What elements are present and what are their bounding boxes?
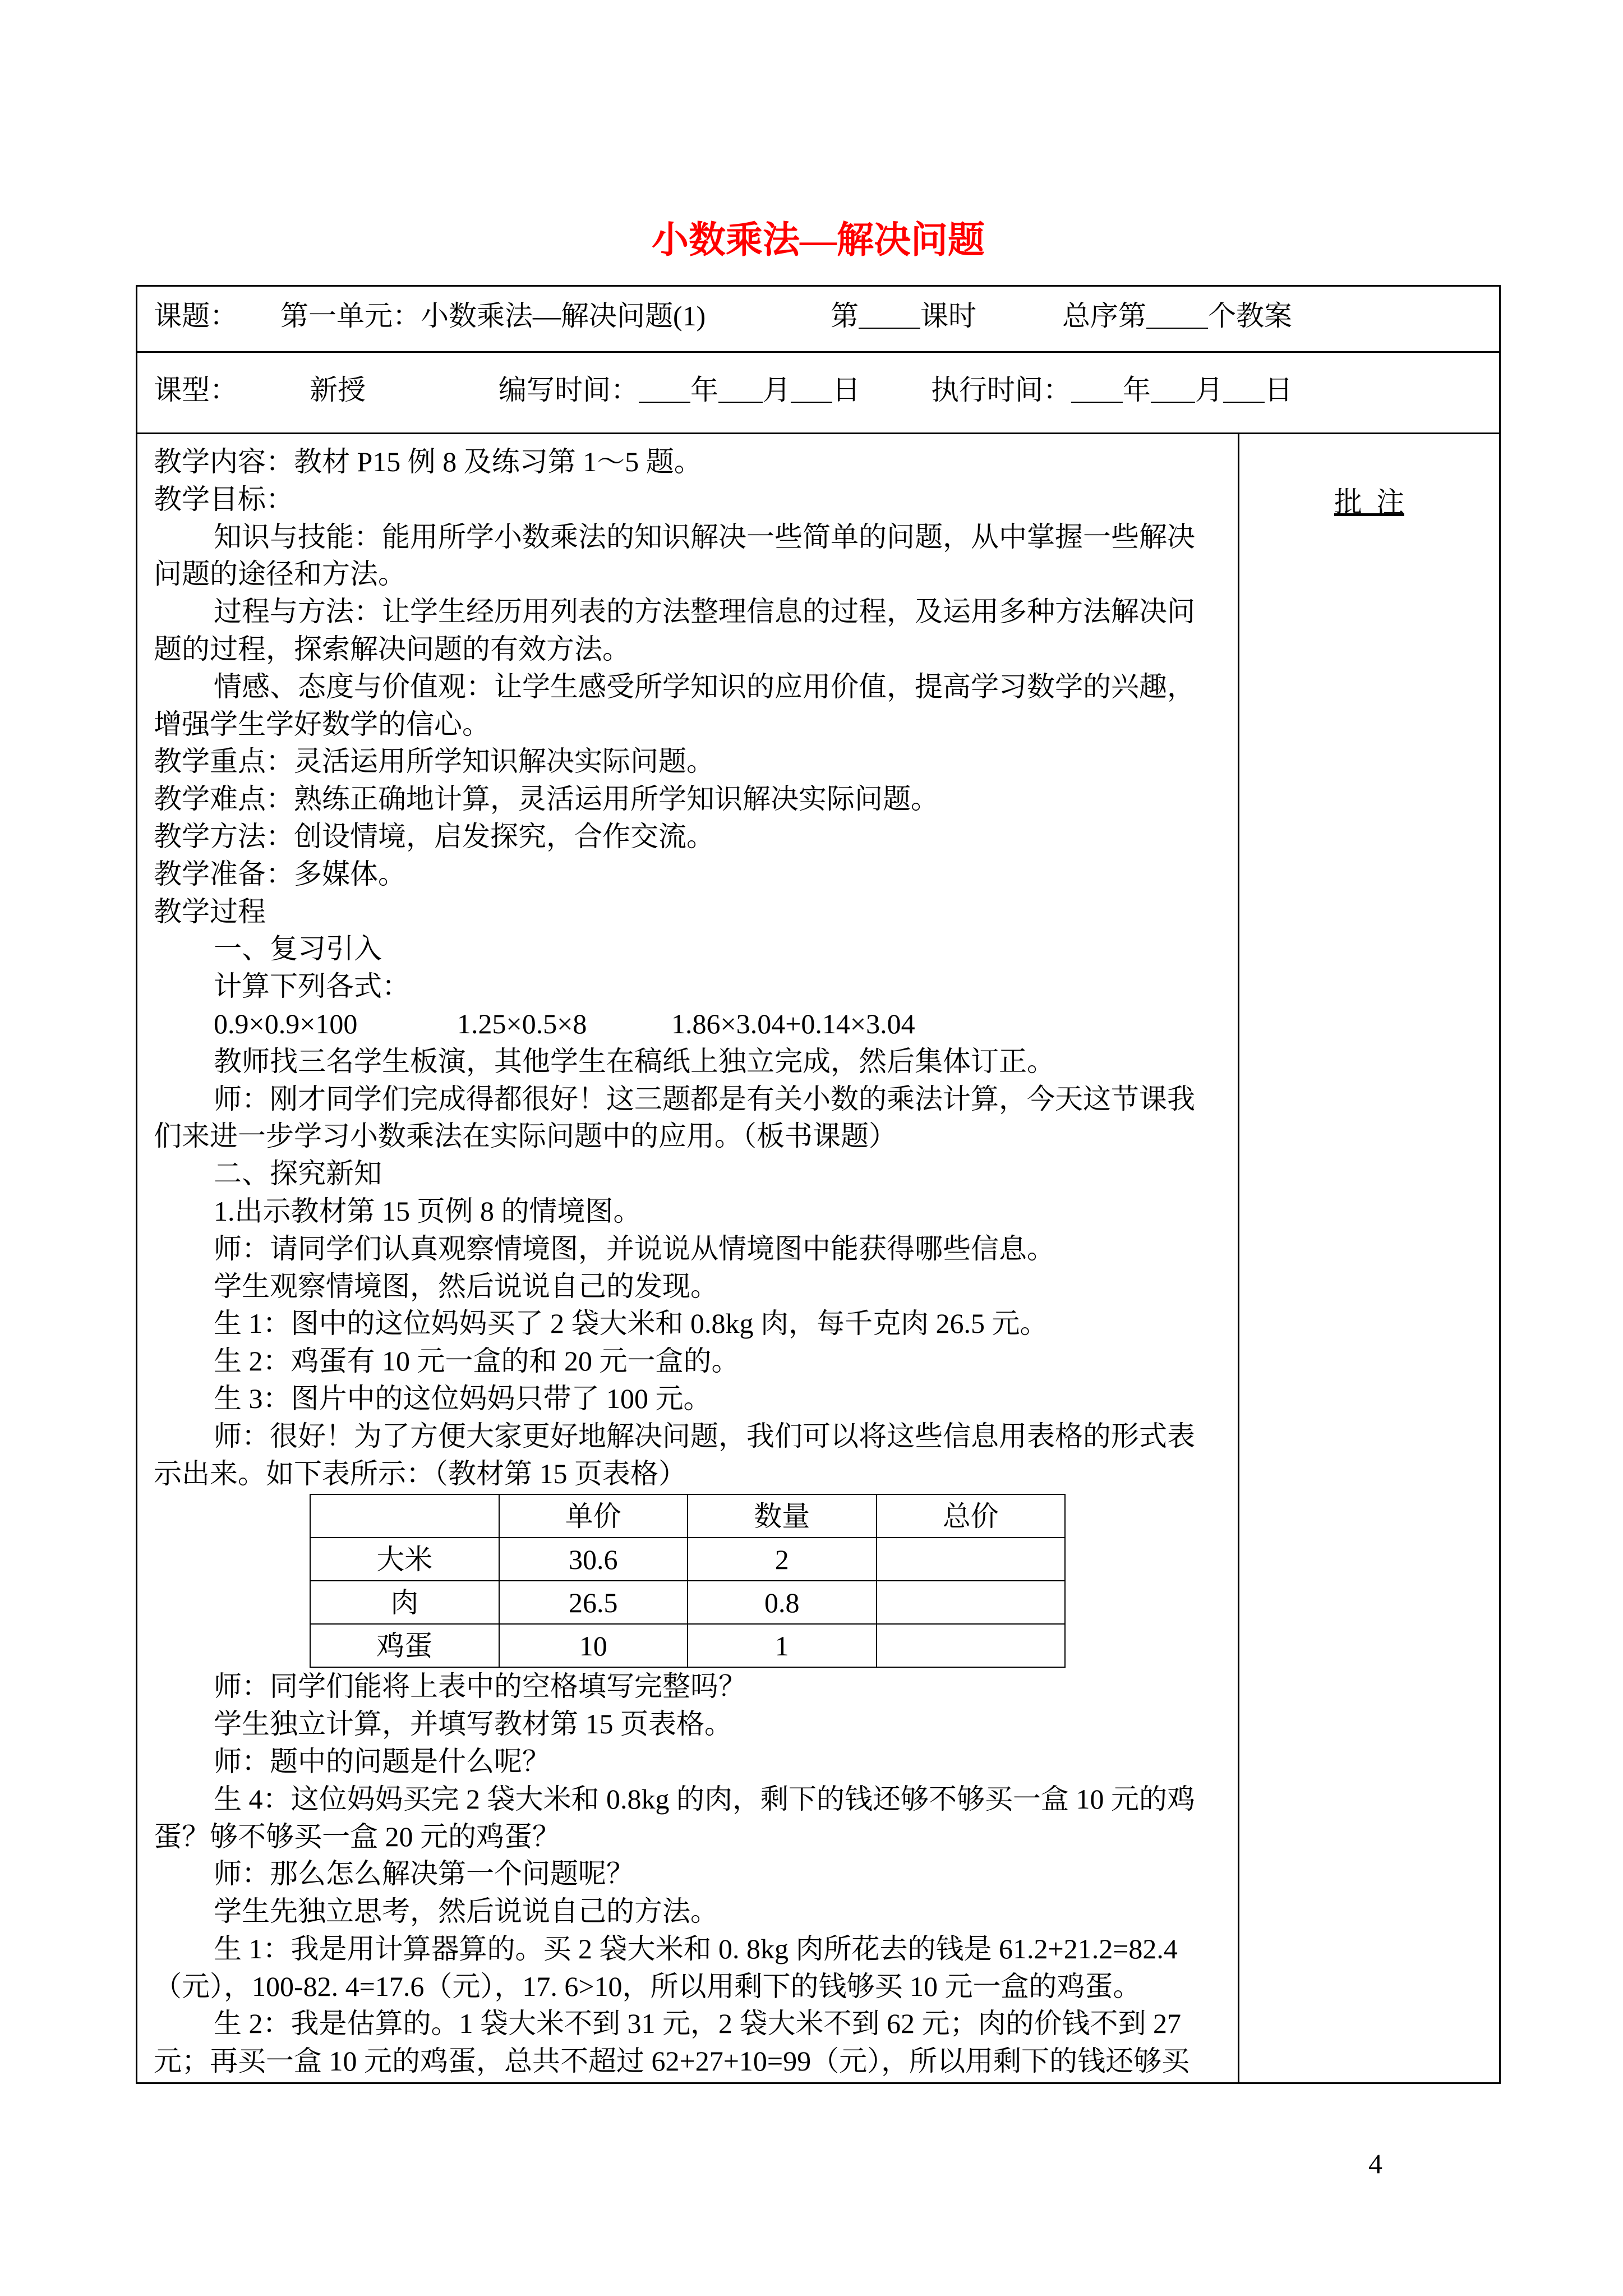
table-cell [877,1624,1066,1667]
written-date-label: 编写时间： [499,374,639,406]
content-line: 问题的途径和方法。 [154,558,406,590]
month-unit: 月 [763,374,791,406]
content-line: 过程与方法：让学生经历用列表的方法整理信息的过程，及运用多种方法解决问 [214,596,1195,628]
day-unit: 日 [832,374,860,406]
content-line: 教学过程 [154,895,266,927]
table-cell: 鸡蛋 [310,1624,499,1667]
annotation-label: 批 注 [1334,486,1404,518]
calc-expression: 1.86×3.04+0.14×3.04 [671,1007,915,1039]
content-line: （元），100-82. 4=17.6（元），17. 6>10，所以用剩下的钱够买 10 元一盒的鸡蛋。 [154,1970,1141,2002]
table-cell: 大米 [310,1538,499,1581]
content-line: 生 1：我是用计算器算的。买 2 袋大米和 0. 8kg 肉所花去的钱是 61.2+21.2=82.4 [214,1932,1178,1964]
content-line: 师：题中的问题是什么呢？ [214,1745,550,1777]
calc-expression: 0.9×0.9×100 [214,1007,358,1039]
content-line: 1.出示教材第 15 页例 8 的情境图。 [214,1195,642,1227]
price-table [310,1494,1066,1668]
content-line: 生 2：我是估算的。1 袋大米不到 31 元，2 袋大米不到 62 元；肉的价钱不到 27 [214,2008,1181,2040]
content-line: 学生先独立思考，然后说说自己的方法。 [214,1895,718,1927]
table-cell: 10 [499,1624,688,1667]
written-date-field [499,350,860,430]
content-line: 生 3：图片中的这位妈妈只带了 100 元。 [214,1382,712,1414]
executed-date-label: 执行时间： [931,374,1071,406]
content-line: 教师找三名学生板演，其他学生在稿纸上独立完成，然后集体订正。 [214,1045,1055,1077]
content-line: 教学内容：教材 P15 例 8 及练习第 1～5 题。 [154,446,702,477]
content-line: 情感、态度与价值观：让学生感受所学知识的应用价值，提高学习数学的兴趣， [214,670,1195,702]
content-line: 师：很好！为了方便大家更好地解决问题，我们可以将这些信息用表格的形式表 [214,1420,1195,1452]
calc-expression: 1.25×0.5×8 [457,1007,587,1039]
lesson-plan-table [136,285,1501,2084]
lesson-suffix: 课时 [920,300,976,332]
table-header-cell: 单价 [499,1494,688,1538]
content-line: 示出来。如下表所示：（教材第 15 页表格） [154,1457,686,1489]
executed-date-field [931,350,1293,430]
order-number-field [1062,284,1292,348]
table-cell: 0.8 [688,1581,877,1624]
content-line: 蛋？够不够买一盒 20 元的鸡蛋？ [154,1820,560,1852]
content-line: 题的过程，探索解决问题的有效方法。 [154,633,630,665]
type-value: 新授 [310,374,366,406]
content-line: 教学准备：多媒体。 [154,858,406,890]
day-blank [1223,380,1265,403]
day-unit: 日 [1265,374,1293,406]
content-line: 学生观察情境图，然后说说自己的发现。 [214,1270,718,1302]
table-cell: 1 [688,1624,877,1667]
content-line: 教学目标： [154,483,294,515]
content-line: 师：刚才同学们完成得都很好！这三题都是有关小数的乘法计算，今天这节课我 [214,1083,1195,1115]
order-prefix: 总序第 [1062,300,1146,332]
price-table-row [310,1624,1065,1667]
month-unit: 月 [1195,374,1223,406]
content-line: 元；再买一盒 10 元的鸡蛋，总共不超过 62+27+10=99（元），所以用剩下的钱还够买 [154,2045,1190,2077]
section-heading: 二、探究新知 [214,1158,382,1190]
order-number-blank [1146,306,1208,329]
table-header-cell: 数量 [688,1494,877,1538]
content-line: 计算下列各式： [214,970,410,1002]
table-cell [877,1538,1066,1581]
calc-expressions-line [154,1005,1238,1043]
month-blank [1151,380,1195,403]
year-unit: 年 [1123,374,1151,406]
content-row [137,434,1499,2082]
table-header-cell [310,1494,499,1538]
table-cell: 30.6 [499,1538,688,1581]
section-heading: 一、复习引入 [214,933,382,965]
content-line: 师：同学们能将上表中的空格填写完整吗？ [214,1671,746,1703]
subject-value: 第一单元：小数乘法—解决问题(1) [280,300,706,332]
content-line: 学生独立计算，并填写教材第 15 页表格。 [214,1708,732,1740]
table-cell [877,1581,1066,1624]
year-blank [639,380,690,403]
content-line: 们来进一步学习小数乘法在实际问题中的应用。（板书课题） [154,1120,897,1152]
document-title: 小数乘法—解决问题 [652,220,985,261]
content-line: 教学难点：熟练正确地计算，灵活运用所学知识解决实际问题。 [154,783,939,815]
content-line: 教学方法：创设情境，启发探究，合作交流。 [154,820,714,852]
main-content-cell [137,434,1239,2082]
content-line: 生 4：这位妈妈买完 2 袋大米和 0.8kg 的肉，剩下的钱还够不够买一盒 10 元的鸡 [214,1783,1195,1815]
content-line: 生 1：图中的这位妈妈买了 2 袋大米和 0.8kg 肉，每千克肉 26.5 元。 [214,1308,1048,1340]
subject-label: 课题： [154,300,238,332]
lesson-prefix: 第 [831,300,859,332]
content-line: 增强学生学好数学的信心。 [154,708,490,740]
day-blank [791,380,832,403]
content-line: 师：那么怎么解决第一个问题呢？ [214,1858,634,1890]
price-table-header-row [310,1494,1065,1538]
order-suffix: 个教案 [1208,300,1292,332]
year-unit: 年 [690,374,718,406]
price-table-row [310,1538,1065,1581]
content-line: 生 2：鸡蛋有 10 元一盒的和 20 元一盒的。 [214,1345,740,1377]
page-number: 4 [1368,2148,1382,2179]
content-line: 知识与技能：能用所学小数乘法的知识解决一些简单的问题，从中掌握一些解决 [214,521,1195,553]
content-line: 教学重点：灵活运用所学知识解决实际问题。 [154,746,714,777]
header-row-subject [137,287,1499,353]
table-header-cell: 总价 [877,1494,1066,1538]
table-cell: 2 [688,1538,877,1581]
lesson-number-field [831,284,976,348]
table-cell: 肉 [310,1581,499,1624]
price-table-row [310,1581,1065,1624]
table-cell: 26.5 [499,1581,688,1624]
type-label: 课型： [154,374,238,406]
lesson-number-blank [859,306,920,329]
month-blank [718,380,763,403]
header-row-type [137,353,1499,434]
content-line: 师：请同学们认真观察情境图，并说说从情境图中能获得哪些信息。 [214,1232,1055,1264]
year-blank [1071,380,1123,403]
annotation-cell [1239,434,1499,2082]
